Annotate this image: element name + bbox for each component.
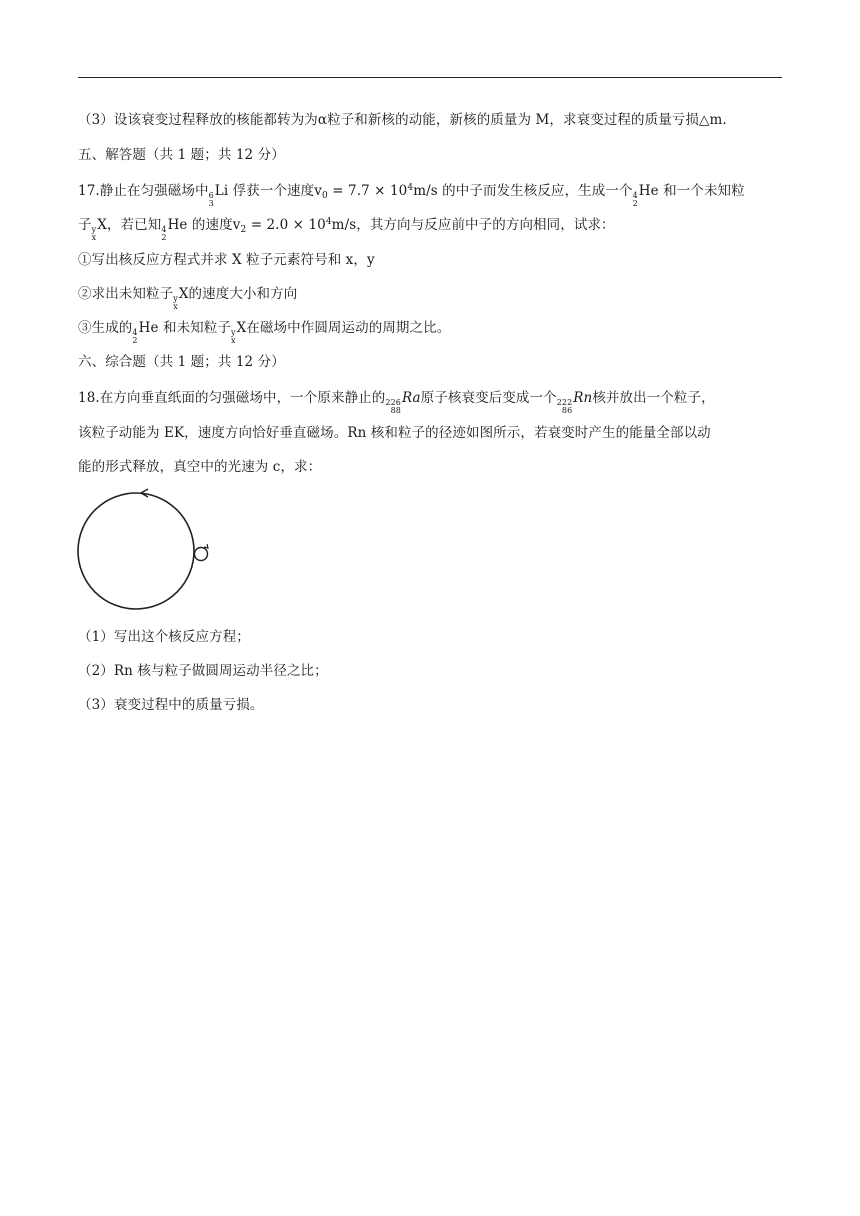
v2-exponent: 4 bbox=[325, 217, 332, 227]
radium-isotope bbox=[385, 388, 420, 415]
atomic-number: 3 bbox=[208, 199, 214, 208]
q17-text: ，若已知 bbox=[106, 217, 162, 233]
element-symbol: He bbox=[138, 320, 159, 336]
helium-isotope bbox=[633, 181, 659, 208]
element-symbol: X bbox=[178, 286, 189, 302]
element-symbol: X bbox=[236, 320, 247, 336]
q17-line1 bbox=[78, 181, 784, 208]
atomic-number: 2 bbox=[132, 336, 138, 345]
section6-title: 六、综合题（共 1 题；共 12 分） bbox=[78, 354, 285, 370]
q16-part3: （3）设该衰变过程释放的核能都转为为α粒子和新核的动能，新核的质量为 M，求衰变过程的质量亏损△m. bbox=[78, 112, 727, 128]
mass-number: y bbox=[230, 328, 236, 337]
mass-number: 4 bbox=[632, 191, 638, 200]
q18-part1: （1）写出这个核反应方程； bbox=[78, 629, 250, 645]
v0-symbol: v bbox=[314, 183, 322, 199]
mass-number: y bbox=[91, 225, 97, 234]
q18-text: 核并放出一个粒子， bbox=[592, 390, 715, 406]
v2-equation: = 2.0 × 10 bbox=[246, 217, 326, 233]
q18-part2: （2）Rn 核与粒子做圆周运动半径之比； bbox=[78, 663, 328, 679]
atomic-number: 2 bbox=[161, 233, 167, 242]
element-symbol: He bbox=[167, 217, 188, 233]
helium-isotope bbox=[161, 215, 187, 242]
trajectory-diagram bbox=[74, 486, 224, 616]
element-symbol: Rn bbox=[573, 390, 593, 406]
v0-exponent: 4 bbox=[407, 183, 414, 193]
mass-number: 6 bbox=[208, 191, 214, 200]
q18-line3: 能的形式释放，真空中的光速为 c，求： bbox=[78, 459, 322, 475]
v0-subscript: 0 bbox=[322, 191, 328, 201]
element-symbol: Ra bbox=[401, 390, 421, 406]
q17-text: 17.静止在匀强磁场中 bbox=[78, 183, 209, 199]
q17-text: m/s 的中子而发生核反应，生成一个 bbox=[413, 183, 633, 199]
mass-number: 222 bbox=[556, 398, 573, 407]
q17-text: m/s，其方向与反应前中子的方向相同，试求： bbox=[331, 217, 615, 233]
q17-text: 的速度 bbox=[187, 217, 233, 233]
helium-isotope bbox=[132, 318, 158, 345]
section5-title: 五、解答题（共 1 题；共 12 分） bbox=[78, 147, 285, 163]
q18-text: 18.在方向垂直纸面的匀强磁场中，一个原来静止的 bbox=[78, 390, 386, 406]
q18-part3: （3）衰变过程中的质量亏损。 bbox=[78, 697, 264, 713]
q17-text: 俘获一个速度 bbox=[228, 183, 315, 199]
q17-text: 在磁场中作圆周运动的周期之比。 bbox=[246, 320, 451, 336]
unknown-particle bbox=[173, 284, 188, 311]
atomic-number: 88 bbox=[390, 406, 401, 415]
unknown-particle bbox=[92, 215, 107, 242]
header-rule bbox=[78, 77, 782, 78]
q18-line1 bbox=[78, 388, 784, 415]
radon-isotope bbox=[557, 388, 593, 415]
q18-line2: 该粒子动能为 EK，速度方向恰好垂直磁场。Rn 核和粒子的径迹如图所示，若衰变时产生的能量全部以动 bbox=[78, 425, 711, 441]
element-symbol: Li bbox=[214, 183, 229, 199]
q17-text: ②求出未知粒子 bbox=[78, 286, 174, 302]
mass-number: y bbox=[173, 294, 178, 303]
v2-symbol: v bbox=[232, 217, 241, 233]
v2-subscript: 2 bbox=[240, 225, 247, 235]
mass-number: 4 bbox=[132, 328, 138, 337]
q17-text: 和未知粒子 bbox=[158, 320, 231, 336]
q18-text: 原子核衰变后变成一个 bbox=[420, 390, 557, 406]
v0-equation: = 7.7 × 10 bbox=[327, 183, 408, 199]
element-symbol: He bbox=[638, 183, 659, 199]
mass-number: 4 bbox=[161, 225, 167, 234]
q17-text: 子 bbox=[78, 217, 92, 233]
atomic-number: 2 bbox=[632, 199, 638, 208]
small-orbit bbox=[195, 548, 208, 561]
q17-item2 bbox=[78, 284, 784, 311]
atomic-number: x bbox=[91, 233, 97, 242]
mass-number: 226 bbox=[385, 398, 401, 407]
atomic-number: x bbox=[230, 336, 236, 345]
small-orbit-arrow bbox=[204, 544, 208, 548]
q17-text: ③生成的 bbox=[78, 320, 133, 336]
q17-item3 bbox=[78, 318, 784, 345]
q17-text: 的速度大小和方向 bbox=[188, 286, 298, 302]
element-symbol: X bbox=[97, 217, 107, 233]
q17-text: 和一个未知粒 bbox=[658, 183, 745, 199]
trajectory-figure bbox=[74, 486, 224, 616]
atomic-number: x bbox=[173, 302, 178, 311]
lithium-isotope bbox=[209, 181, 229, 208]
large-orbit bbox=[78, 493, 194, 609]
unknown-particle bbox=[231, 318, 246, 345]
q17-line2 bbox=[78, 215, 784, 242]
atomic-number: 86 bbox=[561, 406, 573, 415]
q17-item1: ①写出核反应方程式并求 X 粒子元素符号和 x，y bbox=[78, 252, 375, 268]
